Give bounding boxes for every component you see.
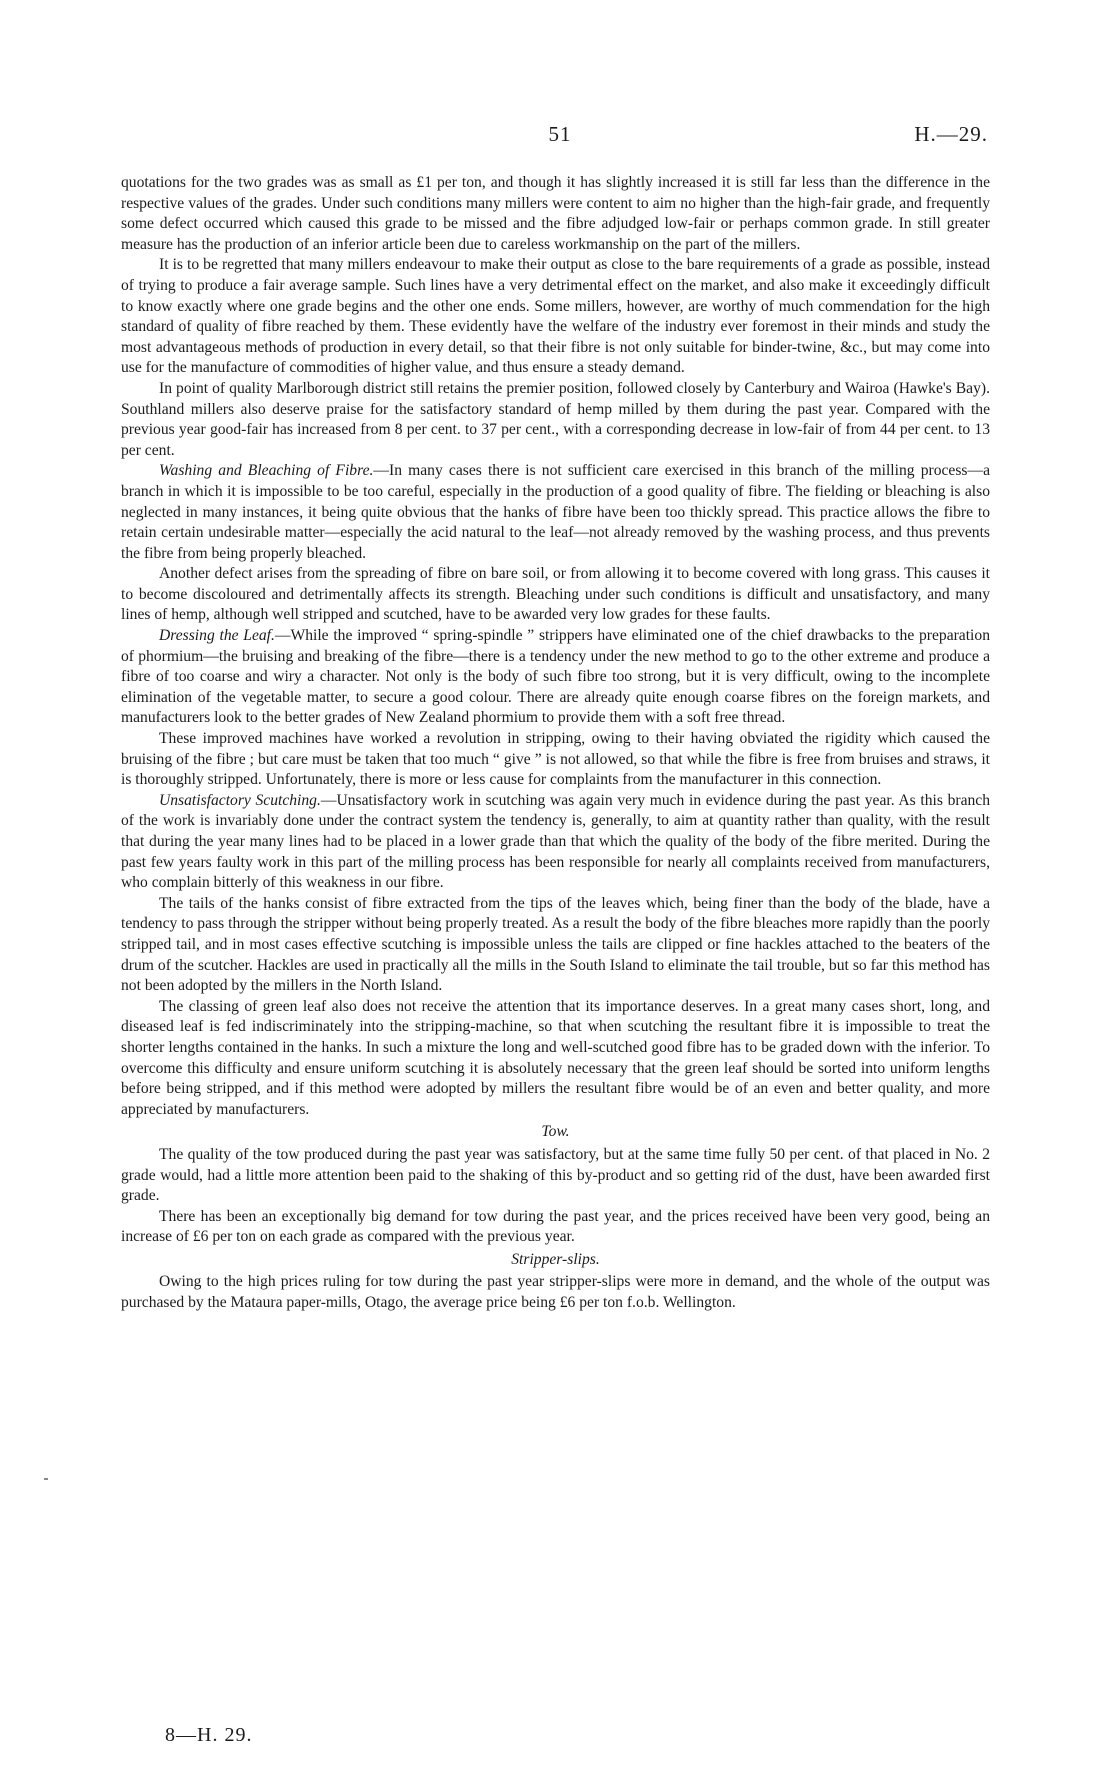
paragraph: The classing of green leaf also does not receive the attention that its importance deserves. In a great many cases short, long, and diseased leaf is fed indiscriminately into the stripping-machine, so that when scutching the resultant fibre it is impossible to treat the shorter lengths contained in the hanks. In such a mixture the long and well-scutched good fibre has to be graded down with the inferior. To overcome this difficulty and ensure uniform scutching it is absolutely necessary that the green leaf should be sorted into uniform lengths before being stripped, and if this method were adopted by millers the resultant fibre would be of an even and better quality, and more appreciated by manufacturers.	[121, 997, 990, 1118]
section-heading-stripper-slips: Stripper-slips.	[511, 1250, 600, 1268]
paragraph: The quality of the tow produced during the past year was satisfactory, but at the same time fully 50 per cent. of that placed in No. 2 grade would, had a little more attention been paid to the shaking of this by-product and so getting rid of the dust, have been awarded first grade.	[121, 1145, 990, 1205]
paragraph: quotations for the two grades was as small as £1 per ton, and though it has slightly increased it is still far less than the difference in the respective values of the grades. Under such conditions many millers were content to aim no higher than the high-fair grade, and frequently some defect occurred which caused this grade to be missed and the fibre adjudged low-fair or perhaps common grade. In still greater measure has the production of an inferior article been due to careless workmanship on the part of the millers.	[121, 174, 990, 253]
paragraph: The tails of the hanks consist of fibre extracted from the tips of the leaves which, being finer than the body of the blade, have a tendency to pass through the stripper without being properly treated. As a result the body of the fibre bleaches more rapidly than the poorly stripped tail, and in most cases effective scutching is impossible unless the tails are clipped or fine hackles attached to the beaters of the drum of the scutcher. Hackles are used in practically all the mills in the South Island to eliminate the tail trouble, but so far this method has not been adopted by the millers in the North Island.	[121, 894, 990, 995]
paragraph: There has been an exceptionally big demand for tow during the past year, and the prices received have been very good, being an increase of £6 per ton on each grade as compared with the previous year.	[121, 1207, 990, 1246]
run-in-heading: Washing and Bleaching of Fibre.	[159, 462, 374, 480]
document-reference: H.—29.	[914, 122, 988, 146]
paragraph: Another defect arises from the spreading of fibre on bare soil, or from allowing it to become covered with long grass. This causes it to become discoloured and detrimentally affects its strength. Bleaching under such conditions is difficult and unsatisfactory, and many lines of hemp, although well stripped and scutched, have to be awarded very low grades for these faults.	[121, 565, 990, 624]
section-heading-tow: Tow.	[541, 1123, 570, 1141]
margin-mark	[44, 1478, 48, 1480]
run-in-heading: Dressing the Leaf.	[159, 627, 275, 645]
paragraph: In point of quality Marlborough district still retains the premier position, followed closely by Canterbury and Wairoa (Hawke's Bay). Southland millers also deserve praise for the satisfactory standard of hemp milled by them during the past year. Compared with the previous year good-fair has increased from 8 per cent. to 37 per cent., with a corresponding decrease in low-fair of from 44 per cent. to 13 per cent.	[121, 379, 990, 459]
body-text	[121, 173, 990, 1314]
paragraph: Owing to the high prices ruling for tow during the past year stripper-slips were more in demand, and the whole of the output was purchased by the Mataura paper-mills, Otago, the average price being £6 per ton f.o.b. Wellington.	[121, 1273, 990, 1312]
paragraph: Dressing the Leaf.—While the improved “ spring-spindle ” strippers have eliminated one of the chief drawbacks to the preparation of phormium—the bruising and breaking of the fibre—there is a tendency under the new method to go to the other extreme and produce a fibre of too coarse and wiry a character. Not only is the body of such fibre too strong, but it is very difficult, owing to the incomplete elimination of the vegetable matter, to secure a good colour. There are already quite enough coarse fibres on the foreign markets, and manufacturers look to the better grades of New Zealand phormium to provide them with a soft free thread.	[121, 627, 990, 727]
paragraph: These improved machines have worked a revolution in stripping, owing to their having obviated the rigidity which caused the bruising of the fibre ; but care must be taken that too much “ give ” is not allowed, so that while the fibre is free from bruises and straws, it is thoroughly stripped. Unfortunately, there is more or less cause for complaints from the manufacturer in this connection.	[121, 730, 990, 789]
paragraph: It is to be regretted that many millers endeavour to make their output as close to the bare requirements of a grade as possible, instead of trying to produce a fair average sample. Such lines have a very detrimental effect on the market, and also make it exceedingly difficult to know exactly where one grade begins and the other one ends. Some millers, however, are worthy of much commendation for the high standard of quality of fibre reached by them. These evidently have the welfare of the industry ever foremost in their minds and study the most advantageous methods of production in every detail, so that their fibre is not only suitable for binder-twine, &c., but may come into use for the manufacture of commodities of higher value, and thus ensure a steady demand.	[121, 256, 990, 377]
printer-signature: 8—H. 29.	[165, 1724, 253, 1746]
run-in-heading: Unsatisfactory Scutching.	[159, 791, 321, 809]
page-number: 51	[548, 122, 572, 146]
paragraph: Unsatisfactory Scutching.—Unsatisfactory work in scutching was again very much in evidence during the past year. As this branch of the work is invariably done under the contract system the tendency is, generally, to aim at quantity rather than quality, with the result that during the year many lines had to be placed in a lower grade than that which the quality of the body of the fibre merited. During the past few years faulty work in this part of the milling process has been responsible for nearly all complaints received from manufacturers, who complain bitterly of this weakness in our fibre.	[121, 791, 990, 892]
paragraph: Washing and Bleaching of Fibre.—In many cases there is not sufficient care exercised in this branch of the milling process—a branch in which it is impossible to be too careful, especially in the production of a good quality of fibre. The fielding or bleaching is also neglected in many instances, it being quite obvious that the hanks of fibre have been too thickly spread. This practice allows the fibre to retain certain undesirable matter—especially the acid natural to the leaf—not already removed by the washing process, and thus prevents the fibre from being properly bleached.	[121, 462, 990, 562]
